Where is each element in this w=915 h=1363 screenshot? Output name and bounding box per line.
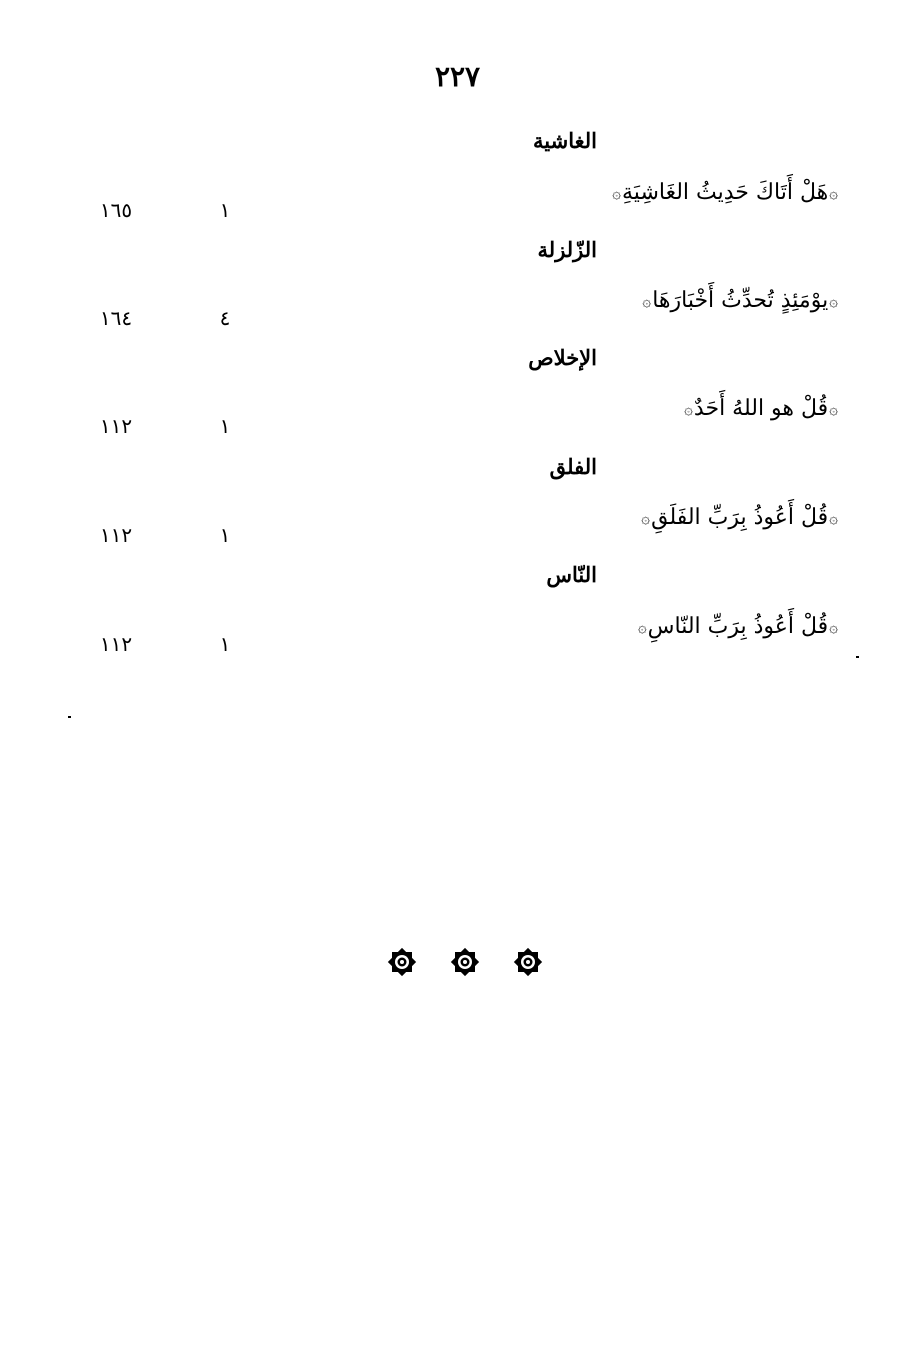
verse-line: [637, 614, 839, 639]
verse-line: [640, 505, 839, 530]
surah-title: النّاس: [546, 562, 597, 587]
ornate-bracket-close-icon: ۞: [612, 184, 622, 202]
surah-title: الفلق: [549, 454, 597, 479]
verse-text: قُلْ أَعُوذُ بِرَبِّ النّاسِ: [647, 614, 829, 639]
ornate-bracket-close-icon: ۞: [641, 509, 651, 527]
ornate-bracket-open-icon: ۞: [829, 292, 838, 310]
verse-number: ١: [219, 414, 231, 438]
verse-number: ٤: [219, 306, 231, 330]
page-reference: ١١٢: [99, 414, 133, 438]
page-reference: ١١٢: [99, 523, 133, 547]
surah-title: الإخلاص: [528, 345, 597, 370]
verse-number: ١: [219, 632, 231, 656]
verse-text: يوْمَئِذٍ تُحدِّثُ أَخْبَارَهَا: [652, 288, 829, 313]
verse-line: [683, 396, 839, 421]
verse-line: [641, 288, 839, 313]
page-reference: ١٦٥: [99, 198, 133, 222]
eight-point-star-icon: [385, 945, 419, 979]
print-speck: [68, 716, 71, 718]
surah-title: الغاشية: [533, 128, 597, 153]
ornate-bracket-open-icon: ۞: [829, 618, 838, 636]
ornate-bracket-open-icon: ۞: [829, 184, 838, 202]
eight-point-star-icon: [511, 945, 545, 979]
eight-point-star-icon: [448, 945, 482, 979]
ornate-bracket-close-icon: ۞: [642, 292, 652, 310]
verse-number: ١: [219, 198, 231, 222]
ornate-bracket-close-icon: ۞: [637, 618, 647, 636]
ornate-bracket-close-icon: ۞: [684, 400, 693, 418]
print-speck: [856, 656, 859, 658]
verse-text: هَلْ أَتَاكَ حَدِيثُ الغَاشِيَةِ: [622, 180, 829, 205]
verse-text: قُلْ هو اللهُ أَحَدٌ: [693, 396, 829, 421]
verse-number: ١: [219, 523, 231, 547]
verse-text: قُلْ أَعُوذُ بِرَبِّ الفَلَقِ: [651, 505, 829, 530]
page-number: ٢٢٧: [434, 60, 481, 93]
verse-line: [611, 180, 839, 205]
page-reference: ١١٢: [99, 632, 133, 656]
page-reference: ١٦٤: [99, 306, 133, 330]
ornate-bracket-open-icon: ۞: [829, 509, 838, 527]
surah-title: الزّلزلة: [537, 237, 597, 262]
ornate-bracket-open-icon: ۞: [829, 400, 838, 418]
section-divider: [385, 945, 545, 979]
